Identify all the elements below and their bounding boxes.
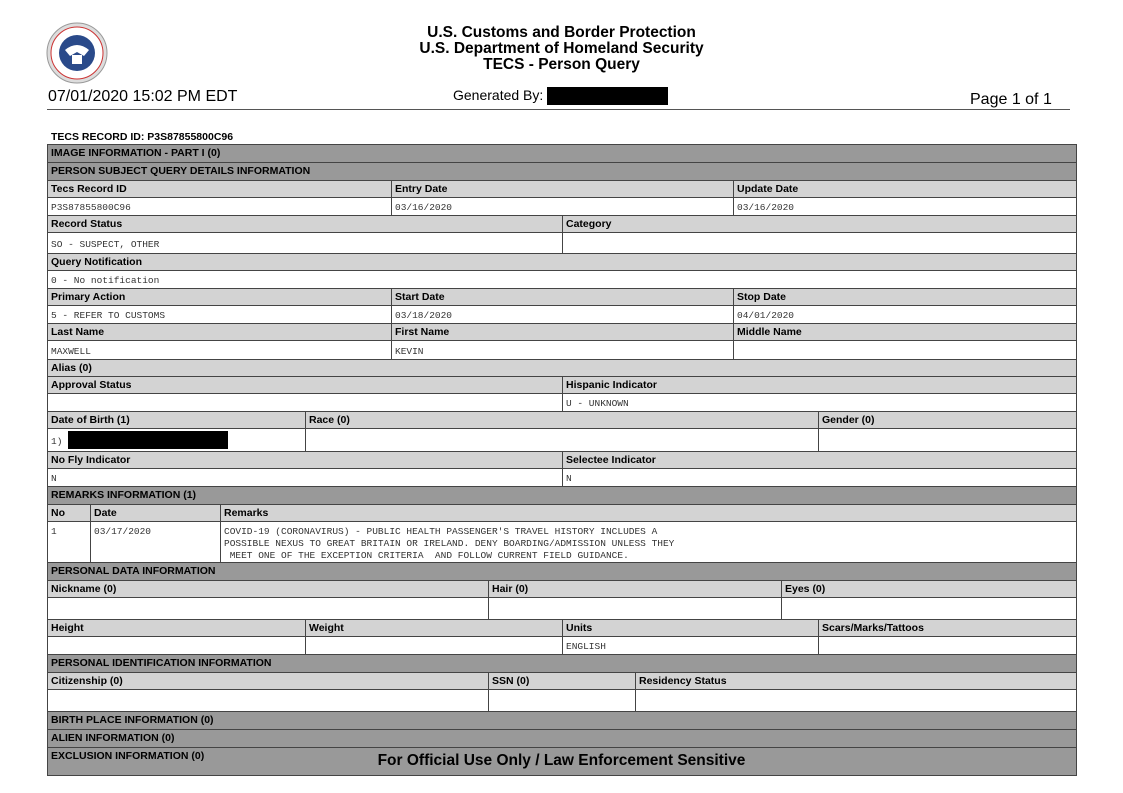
value: 03/16/2020 [392, 198, 734, 215]
label-row [48, 181, 1076, 198]
label: No [48, 505, 91, 521]
label: Middle Name [734, 324, 1076, 340]
section-title: ALIEN INFORMATION (0) [51, 732, 175, 744]
value: 03/16/2020 [737, 202, 795, 213]
value: 03/18/2020 [392, 306, 734, 323]
label: SSN (0) [489, 673, 636, 689]
label: Remarks [221, 505, 1076, 521]
label-row [48, 505, 1076, 522]
label: Eyes (0) [782, 581, 1076, 597]
label: Scars/Marks/Tattoos [819, 620, 1076, 636]
label: Selectee Indicator [563, 452, 1076, 468]
label: Nickname (0) [48, 581, 489, 597]
value: KEVIN [392, 341, 734, 359]
label-row [48, 216, 1076, 233]
label: Residency Status [636, 673, 1076, 689]
section-person-query [48, 163, 1076, 181]
record-id-line: TECS RECORD ID: P3S87855800C96 [51, 131, 234, 143]
value: N [566, 473, 572, 484]
label: Hair (0) [489, 581, 782, 597]
section-title: REMARKS INFORMATION (1) [51, 489, 197, 501]
label: Citizenship (0) [48, 673, 489, 689]
value [306, 637, 563, 654]
remarks-row [48, 522, 1076, 563]
generated-by [453, 87, 668, 105]
value-row [48, 469, 1076, 487]
section-image-info [48, 145, 1076, 163]
value [563, 233, 1076, 253]
label: Date of Birth (1) [48, 412, 306, 428]
value [636, 690, 1076, 711]
label: Weight [306, 620, 563, 636]
value: MAXWELL [48, 341, 392, 359]
label-row [48, 673, 1076, 690]
label: Race (0) [306, 412, 819, 428]
value: 0 - No notification [51, 275, 160, 286]
value [48, 690, 489, 711]
record-table [47, 144, 1077, 776]
value [306, 429, 819, 451]
generated-by-label: Generated By: [453, 87, 544, 103]
label: Gender (0) [819, 412, 1076, 428]
value [819, 429, 1076, 451]
value-row [48, 394, 1076, 412]
title-agency: U.S. Customs and Border Protection [427, 24, 696, 41]
value [48, 429, 306, 451]
section-title: PERSON SUBJECT QUERY DETAILS INFORMATION [51, 165, 311, 177]
section-birth-place [48, 712, 1076, 730]
section-title: PERSONAL IDENTIFICATION INFORMATION [51, 657, 272, 669]
value: U - UNKNOWN [566, 398, 629, 409]
label-row [48, 412, 1076, 429]
label-row [48, 360, 1076, 377]
redaction-block [547, 87, 668, 105]
label: Record Status [48, 216, 563, 232]
label-row [48, 620, 1076, 637]
label-row [48, 324, 1076, 341]
section-personal-identification [48, 655, 1076, 673]
footer-classification: For Official Use Only / Law Enforcement Sensitive [377, 752, 746, 769]
value: SO - SUSPECT, OTHER [48, 233, 563, 253]
label: Alias (0) [48, 360, 1076, 376]
value: P3S87855800C96 [48, 198, 392, 215]
label: Update Date [734, 181, 1076, 197]
value [489, 690, 636, 711]
value-row [48, 598, 1076, 620]
value [782, 598, 1076, 619]
title-report: TECS - Person Query [483, 56, 640, 73]
section-title: EXCLUSION INFORMATION (0) [51, 750, 205, 762]
section-personal-data [48, 563, 1076, 581]
page-number: Page 1 of 1 [970, 91, 1052, 108]
value-row [48, 198, 1076, 216]
value: 5 - REFER TO CUSTOMS [48, 306, 392, 323]
report-datetime: 07/01/2020 15:02 PM EDT [48, 88, 238, 105]
label: First Name [392, 324, 734, 340]
label: Tecs Record ID [48, 181, 392, 197]
value [734, 341, 1076, 359]
label-row [48, 452, 1076, 469]
section-title: BIRTH PLACE INFORMATION (0) [51, 714, 214, 726]
section-alien [48, 730, 1076, 748]
label: No Fly Indicator [48, 452, 563, 468]
label-row [48, 581, 1076, 598]
value [48, 598, 489, 619]
value: N [48, 469, 563, 486]
value-row [48, 233, 1076, 254]
label: Last Name [48, 324, 392, 340]
label: Primary Action [48, 289, 392, 305]
label-row [48, 254, 1076, 271]
value-row [48, 306, 1076, 324]
label: Approval Status [48, 377, 563, 393]
report-title [0, 25, 1123, 73]
value: 04/01/2020 [737, 310, 795, 321]
value [48, 637, 306, 654]
value-row [48, 271, 1076, 289]
value [48, 394, 563, 411]
label: Date [91, 505, 221, 521]
section-title: IMAGE INFORMATION - PART I (0) [51, 147, 221, 159]
label: Category [563, 216, 1076, 232]
value-row [48, 637, 1076, 655]
title-department: U.S. Department of Homeland Security [419, 40, 704, 57]
value [489, 598, 782, 619]
label: Height [48, 620, 306, 636]
label-row [48, 377, 1076, 394]
label: Start Date [392, 289, 734, 305]
value-row [48, 341, 1076, 360]
value: ENGLISH [563, 637, 819, 654]
value [819, 637, 1076, 654]
label-row [48, 289, 1076, 306]
value: COVID-19 (CORONAVIRUS) - PUBLIC HEALTH PASSENGER'S TRAVEL HISTORY INCLUDES A POSSIBLE NEXUS TO GREAT BRITAIN OR IRELAND. DENY BOARDING/ADMISSION UNLESS THEY MEET ONE OF THE EXCEPTION CRITERIA AND FOLLOW CURRENT FIELD GUIDANCE. [224, 526, 675, 561]
section-remarks [48, 487, 1076, 505]
label: Entry Date [392, 181, 734, 197]
dob-prefix: 1) [51, 436, 63, 447]
value: 1 [48, 522, 91, 562]
label: Stop Date [734, 289, 1076, 305]
section-title: PERSONAL DATA INFORMATION [51, 565, 216, 577]
value: 03/17/2020 [91, 522, 221, 562]
value-row [48, 429, 1076, 452]
redaction-block [68, 431, 228, 449]
label: Query Notification [48, 254, 1076, 270]
label: Units [563, 620, 819, 636]
value-row [48, 690, 1076, 712]
header-divider [47, 109, 1070, 110]
label: Hispanic Indicator [563, 377, 1076, 393]
